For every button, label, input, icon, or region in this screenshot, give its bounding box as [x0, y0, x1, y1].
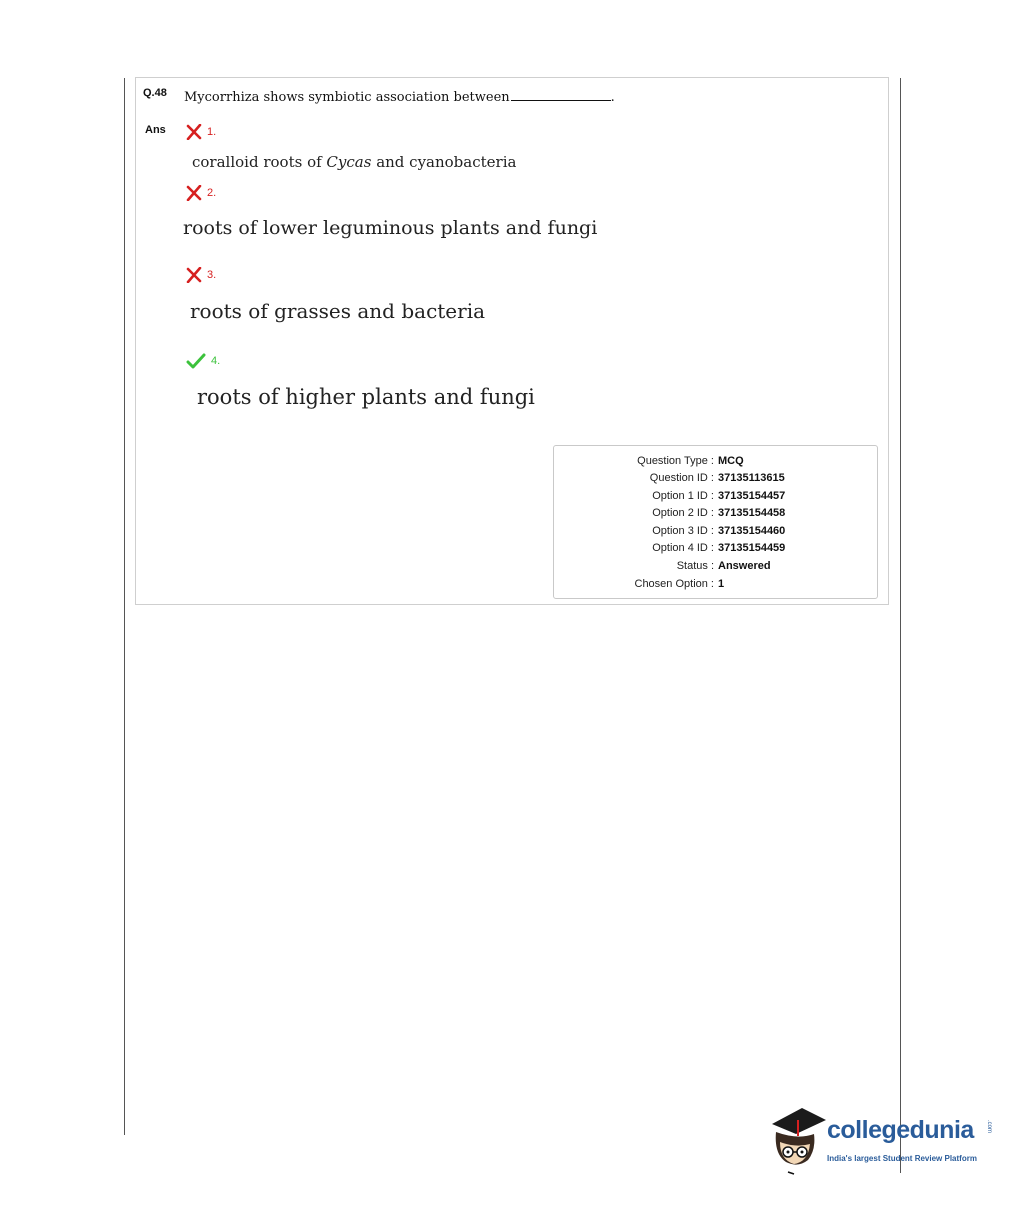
info-value-option-2-id: 37135154458 — [718, 507, 786, 519]
info-label-option-2-id: Option 2 ID : — [652, 507, 714, 519]
option-1-number: 1. — [207, 126, 217, 138]
info-value-question-id: 37135113615 — [718, 472, 785, 484]
option-1-text-italic: Cycas — [326, 153, 372, 171]
option-3-text: roots of grasses and bacteria — [190, 299, 486, 323]
info-label-chosen-option: Chosen Option : — [634, 578, 714, 590]
question-number: Q.48 — [143, 87, 167, 99]
question-text — [184, 90, 615, 105]
check-icon — [186, 353, 206, 369]
option-2-number: 2. — [207, 187, 217, 199]
info-value-chosen-option: 1 — [718, 578, 725, 590]
logo-suffix: .com — [986, 1120, 992, 1134]
info-label-option-4-id: Option 4 ID : — [652, 542, 714, 554]
info-value-option-3-id: 37135154460 — [718, 525, 786, 537]
cross-icon — [186, 267, 202, 283]
answer-blank — [511, 100, 611, 101]
option-4-marker — [186, 353, 220, 369]
option-3-number: 3. — [207, 269, 217, 281]
option-4-number: 4. — [211, 355, 221, 367]
collegedunia-logo — [768, 1106, 998, 1176]
option-4-text: roots of higher plants and fungi — [197, 385, 535, 409]
page-right-border — [900, 78, 901, 1173]
answer-label: Ans — [145, 124, 166, 136]
option-1-text — [192, 153, 516, 171]
logo-wordmark: collegedunia — [827, 1116, 974, 1144]
mascot-icon — [768, 1106, 828, 1176]
option-1-text-a: coralloid roots of — [192, 153, 327, 171]
option-2-text: roots of lower leguminous plants and fungi — [183, 217, 598, 239]
cross-icon — [186, 185, 202, 201]
info-label-question-type: Question Type : — [637, 455, 714, 467]
info-label-option-3-id: Option 3 ID : — [652, 525, 714, 537]
page-left-border — [124, 78, 125, 1135]
info-value-status: Answered — [718, 560, 771, 572]
option-1-marker — [186, 124, 216, 140]
question-info-box — [553, 445, 878, 599]
info-value-question-type: MCQ — [718, 455, 744, 467]
cross-icon — [186, 124, 202, 140]
info-value-option-4-id: 37135154459 — [718, 542, 786, 554]
info-label-option-1-id: Option 1 ID : — [652, 490, 714, 502]
info-label-question-id: Question ID : — [649, 472, 714, 484]
option-2-marker — [186, 185, 216, 201]
info-label-status: Status : — [676, 560, 714, 572]
option-3-marker — [186, 267, 216, 283]
info-value-option-1-id: 37135154457 — [718, 490, 786, 502]
question-text-body: Mycorrhiza shows symbiotic association between — [184, 90, 510, 105]
logo-tagline: India's largest Student Review Platform — [827, 1154, 977, 1163]
option-1-text-b: and cyanobacteria — [371, 153, 517, 171]
question-text-suffix: . — [610, 90, 615, 105]
